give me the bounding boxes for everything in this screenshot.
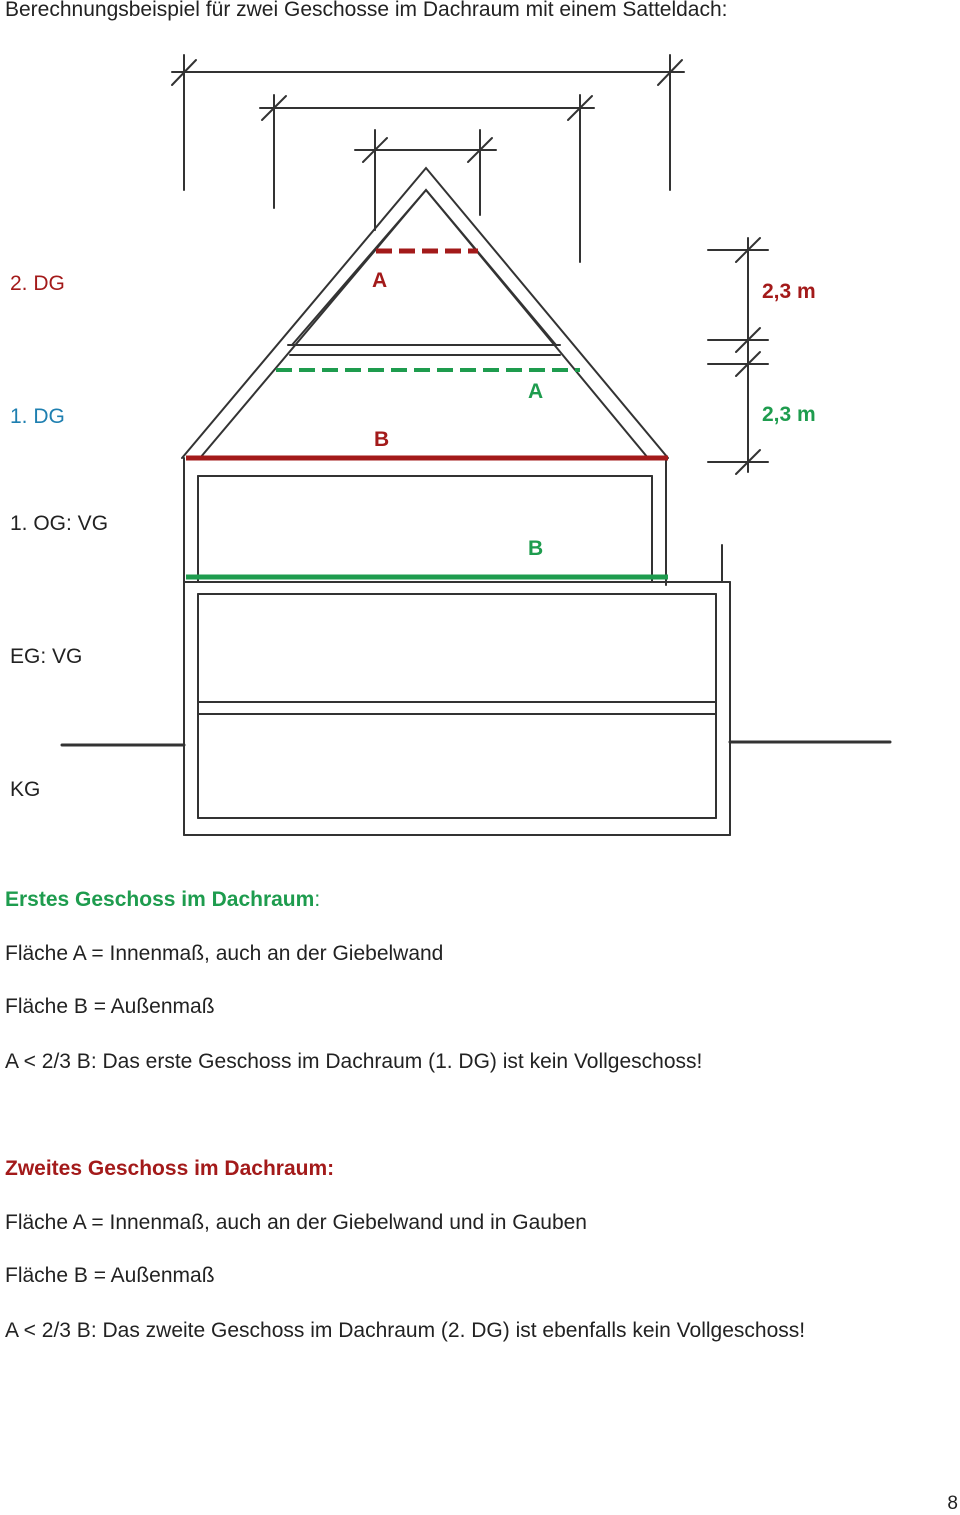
floor-label-eg: EG: VG [10, 645, 83, 668]
floor-label-1dg: 1. DG [10, 405, 65, 428]
section2-heading: Zweites Geschoss im Dachraum: [5, 1157, 335, 1180]
dimension-line-right [708, 238, 768, 474]
floor-label-kg: KG [10, 778, 41, 801]
section1-line1: Fläche A = Innenmaß, auch an der Giebelwand [5, 942, 444, 965]
ground-line [62, 742, 890, 745]
section1-line3: A < 2/3 B: Das erste Geschoss im Dachraum (1. DG) ist kein Vollgeschoss! [5, 1050, 703, 1073]
section2-line3: A < 2/3 B: Das zweite Geschoss im Dachraum (2. DG) ist ebenfalls kein Vollgeschoss! [5, 1319, 806, 1342]
section1-heading: Erstes Geschoss im Dachraum: [5, 888, 321, 911]
section2-line1: Fläche A = Innenmaß, auch an der Giebelwand und in Gauben [5, 1211, 587, 1234]
section1-line2: Fläche B = Außenmaß [5, 995, 215, 1018]
dimension-label-lower: 2,3 m [762, 403, 816, 426]
mark-a-1dg: A [528, 380, 544, 403]
mark-b-1dg: B [374, 428, 390, 451]
dimension-line-inner [355, 130, 496, 230]
gable-roof [182, 168, 668, 458]
section2-line2: Fläche B = Außenmaß [5, 1264, 215, 1287]
building-walls [184, 458, 730, 835]
floor-label-1og: 1. OG: VG [10, 512, 109, 535]
dimension-line-middle [260, 95, 594, 262]
dimension-label-upper: 2,3 m [762, 280, 816, 303]
page-number: 8 [947, 1493, 958, 1514]
mark-b-og: B [528, 537, 544, 560]
mark-a-2dg: A [372, 269, 388, 292]
floor-label-2dg: 2. DG [10, 272, 65, 295]
page-title: Berechnungsbeispiel für zwei Geschosse im Dachraum mit einem Satteldach: [5, 0, 728, 21]
